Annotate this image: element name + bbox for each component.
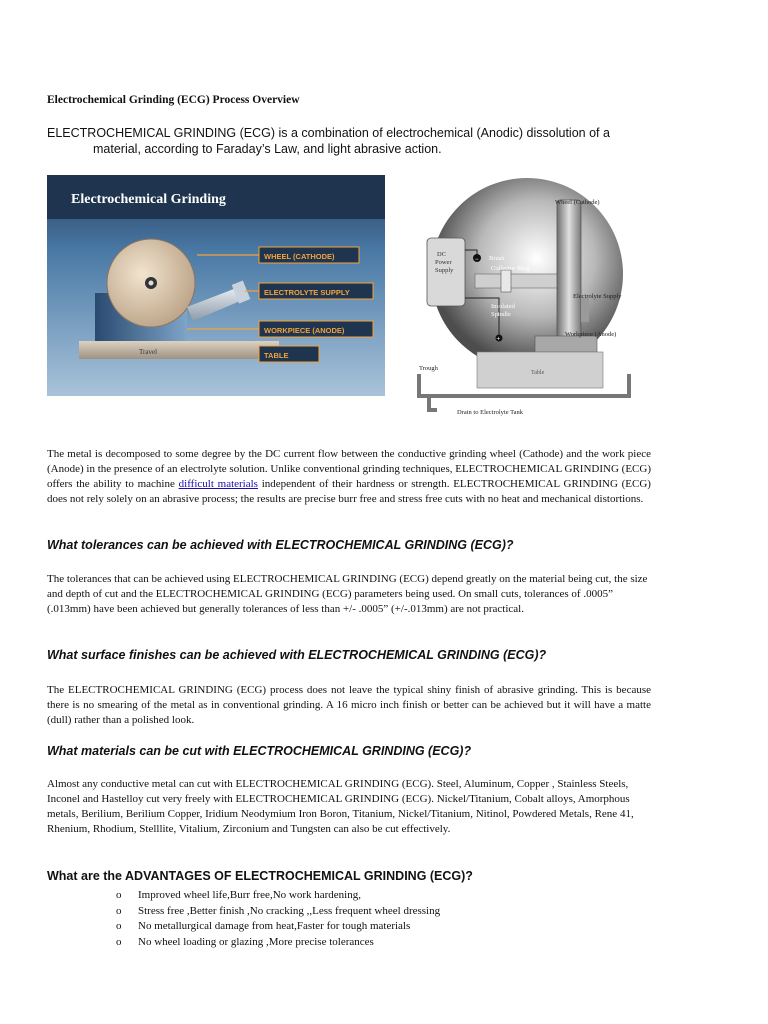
label-insulated-2: Spindle bbox=[491, 311, 511, 318]
label-trough: Trough bbox=[419, 365, 438, 372]
list-bullet: o bbox=[116, 935, 122, 948]
label-wheel-cathode: Wheel (Cathode) bbox=[555, 199, 600, 206]
para1-text-before: The metal is decomposed to some degree by the DC current flow between the conductive grinding wheel (Cathode) and the work piece (Anode) in the presence of an electrolyte solution. Unlike conventional grinding techniques, ELECTROCHEMICAL GRINDING (ECG) offers the ability to machine bbox=[47, 448, 651, 490]
label-workpiece: WORKPIECE (ANODE) bbox=[264, 326, 345, 335]
para1-text-after: independent of their hardness or strength. ELECTROCHEMICAL GRINDING (ECG) does not rely solely on an abrasive process; the results are precise burr free and stress free cuts with no heat and mechanical distortions. bbox=[47, 478, 651, 505]
advantages-list bbox=[116, 888, 440, 950]
minus-sign: − bbox=[475, 257, 479, 263]
ecg-illustration-left bbox=[47, 175, 385, 396]
label-electrolyte: ELECTROLYTE SUPPLY bbox=[264, 288, 350, 297]
heading-materials: What materials can be cut with ELECTROCHEMICAL GRINDING (ECG)? bbox=[47, 744, 472, 758]
advantage-text: No metallurgical damage from heat,Faster for tough materials bbox=[138, 920, 411, 932]
advantage-text: Improved wheel life,Burr free,No work hardening, bbox=[138, 889, 361, 901]
intro-line-1: ELECTROCHEMICAL GRINDING (ECG) is a combination of electrochemical (Anodic) dissolution of a bbox=[47, 126, 610, 140]
label-insulated-1: Insulated bbox=[491, 303, 515, 310]
heading-advantages: What are the ADVANTAGES OF ELECTROCHEMICAL GRINDING (ECG)? bbox=[47, 869, 473, 883]
figure-left-heading: Electrochemical Grinding bbox=[71, 192, 226, 207]
intro-paragraph bbox=[47, 125, 667, 157]
label-brush: Brush bbox=[489, 255, 505, 262]
travel-label: Travel bbox=[139, 348, 158, 356]
list-item bbox=[116, 888, 440, 904]
paragraph-intro-process bbox=[47, 447, 651, 507]
table-slab bbox=[79, 341, 279, 359]
workpiece-right bbox=[535, 336, 597, 352]
label-table: TABLE bbox=[264, 351, 289, 360]
list-bullet: o bbox=[116, 889, 122, 901]
label-electrolyte-supply: Electrolyte Supply bbox=[573, 293, 622, 300]
dc-label-1: DC bbox=[437, 251, 447, 258]
list-item bbox=[116, 904, 440, 920]
page-title: Electrochemical Grinding (ECG) Process Overview bbox=[47, 94, 300, 106]
table-label: Table bbox=[531, 370, 545, 376]
list-item bbox=[116, 919, 440, 935]
paragraph-surface-finishes: The ELECTROCHEMICAL GRINDING (ECG) process does not leave the typical shiny finish of abrasive grinding. This is because there is no smearing of the metal as in conventional grinding. A 16 micro inch finish or better can be achieved but it will have a matte (dull) rather than a polished look. bbox=[47, 684, 651, 726]
ecg-schematic-right bbox=[415, 178, 637, 418]
label-workpiece-anode: Workpiece (Anode) bbox=[565, 331, 617, 338]
collector-ring bbox=[501, 270, 511, 292]
label-collector-ring: Collector Ring bbox=[491, 265, 530, 272]
list-bullet: o bbox=[116, 904, 122, 917]
wheel-cathode bbox=[557, 200, 581, 340]
heading-surface-finishes: What surface finishes can be achieved with ELECTROCHEMICAL GRINDING (ECG)? bbox=[47, 648, 547, 662]
label-drain: Drain to Electrolyte Tank bbox=[457, 409, 524, 416]
list-item bbox=[116, 935, 440, 951]
dc-label-2: Power bbox=[435, 259, 452, 266]
paragraph-tolerances: The tolerances that can be achieved using ELECTROCHEMICAL GRINDING (ECG) depend greatly on the material being cut, the size and depth of cut and the ELECTROCHEMICAL GRINDING (ECG) parameters being used. On small cuts, tolerances of .0005” (.013mm) have been achieved but generally tolerances of less than +/- .0005” (+/-.013mm) are not practical. bbox=[47, 573, 648, 615]
difficult-materials-link[interactable]: difficult materials bbox=[178, 478, 258, 490]
advantage-text: No wheel loading or glazing ,More precise tolerances bbox=[138, 935, 374, 948]
plus-sign: + bbox=[496, 336, 501, 343]
paragraph-materials: Almost any conductive metal can cut with ELECTROCHEMICAL GRINDING (ECG). Steel, Aluminum, Copper , Stainless Steels, Inconel and Hastelloy cut very freely with ELECTROCHEMICAL GRINDING (ECG). Nickel/Titanium, Cobalt alloys, Amorphous metals, Berilium, Berilium Copper, Iridium Neodymium Iron Boron, Titanium, Nickel/Titanium, Nitinol, Powdered Metals, Rene 41, Rhenium, Rhodium, Stelllite, Vitalium, Zirconium and Tungsten can also be cut effectively. bbox=[47, 778, 634, 835]
intro-line-2: material, according to Faraday’s Law, and light abrasive action. bbox=[93, 142, 442, 156]
heading-tolerances: What tolerances can be achieved with ELECTROCHEMICAL GRINDING (ECG)? bbox=[47, 538, 514, 552]
list-bullet: o bbox=[116, 920, 122, 932]
electrolyte-nozzle-right bbox=[581, 298, 589, 322]
advantage-text: Stress free ,Better finish ,No cracking ,,Less frequent wheel dressing bbox=[138, 904, 441, 917]
label-wheel: WHEEL (CATHODE) bbox=[264, 252, 335, 261]
dc-label-3: Supply bbox=[435, 267, 454, 274]
